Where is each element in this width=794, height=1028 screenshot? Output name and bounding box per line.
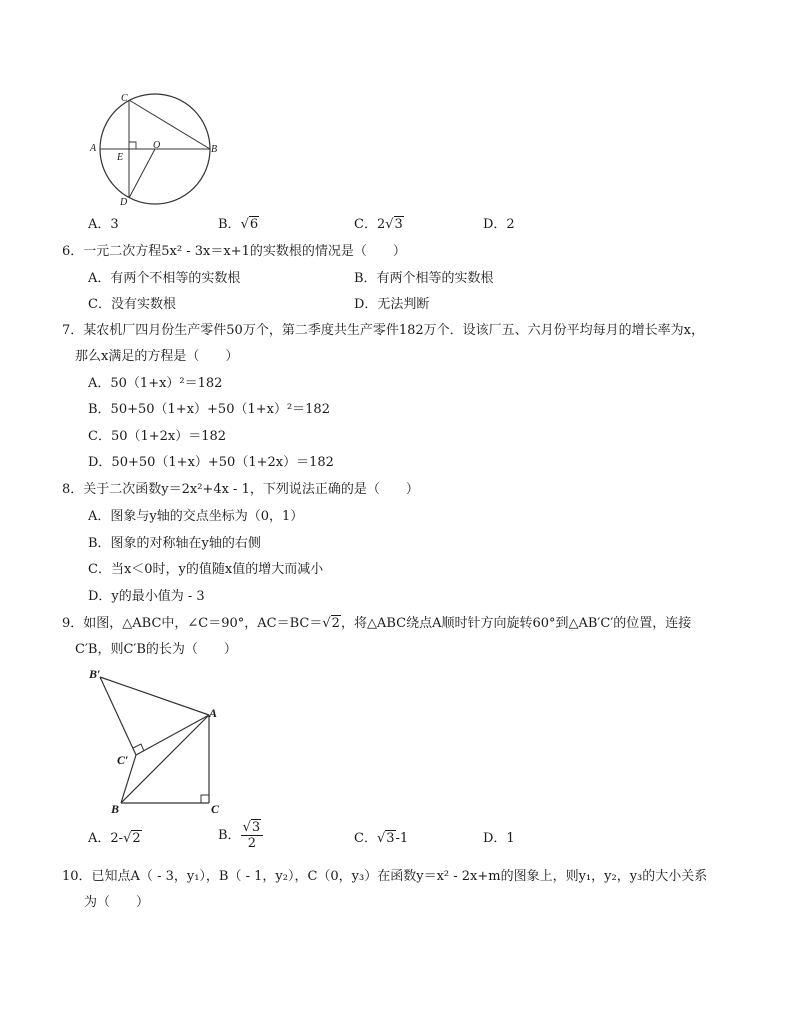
q9-option-b-prefix: B． [218, 828, 241, 843]
fig1-label-e: E [117, 152, 124, 163]
q6-stem: 6．一元二次方程5x² - 3x＝x+1的实数根的情况是（ ） [62, 244, 406, 259]
q7-option-c[interactable]: C．50（1+2x）＝182 [88, 429, 227, 444]
q9-stem-line1: 9．如图，△ABC中，∠C＝90°，AC＝BC＝√2，将△ABC绕点A顺时针方向旋转60°到△AB′C′的位置，连接 [62, 616, 692, 631]
q9-stem-line2: C′B，则C′B的长为（ ） [75, 642, 237, 657]
q7-option-b[interactable]: B．50+50（1+x）+50（1+x）²＝182 [88, 402, 330, 417]
q9-option-b-denominator: 2 [247, 836, 256, 851]
q7-stem-line2: 那么x满足的方程是（ ） [75, 349, 239, 364]
triangle-figure [90, 665, 230, 815]
q9-option-c-prefix: C． [354, 831, 377, 846]
q9-stem-part2: ，将△ABC绕点A顺时针方向旋转60°到△AB′C′的位置，连接 [340, 616, 692, 631]
q6-option-a[interactable]: A．有两个不相等的实数根 [88, 271, 241, 286]
q7-option-a[interactable]: A．50（1+x）²＝182 [88, 376, 223, 391]
q5-option-a[interactable]: A．3 [88, 217, 119, 232]
q7-option-d[interactable]: D．50+50（1+x）+50（1+2x）＝182 [88, 455, 334, 470]
fig1-label-a: A [90, 143, 97, 154]
q9-option-d[interactable]: D．1 [483, 831, 515, 846]
q9-option-a-prefix: A．2- [88, 831, 124, 846]
q10-stem-line1: 10．已知点A（ - 3，y₁），B（ - 1，y₂），C（0，y₃）在函数y＝x² - 2x+m的图象上，则y₁，y₂，y₃的大小关系 [62, 869, 708, 884]
q8-option-b[interactable]: B．图象的对称轴在y轴的右侧 [88, 536, 261, 551]
q5-option-d[interactable]: D．2 [483, 217, 515, 232]
q9-option-c-radicand: 3 [386, 831, 395, 846]
q6-option-b[interactable]: B．有两个相等的实数根 [354, 271, 494, 286]
q5-option-c-prefix: C．2 [354, 217, 386, 232]
q8-option-c[interactable]: C．当x＜0时，y的值随x值的增大而减小 [88, 562, 324, 577]
q5-option-b-radicand: 6 [249, 217, 259, 232]
q8-option-d[interactable]: D．y的最小值为 - 3 [88, 589, 205, 604]
q9-option-c[interactable]: C．√3-1 [354, 831, 409, 846]
q10-stem-line2: 为（ ） [84, 895, 150, 910]
q9-option-c-suffix: -1 [395, 831, 409, 846]
fig1-label-b: B [211, 144, 218, 155]
q9-option-b-fraction: $\frac{√3}{2}$ [241, 820, 264, 851]
fig1-label-c: C [121, 93, 128, 104]
q9-stem-radicand: 2 [331, 616, 340, 631]
q5-option-c[interactable]: C．2√3 [354, 217, 403, 232]
q9-option-b[interactable] [218, 820, 263, 851]
fig2-label-b-prime: B′ [89, 667, 101, 681]
q9-option-a[interactable]: A．2-√2 [88, 831, 141, 846]
fig2-label-a: A [209, 706, 218, 720]
fig2-label-b: B [111, 802, 120, 816]
fig1-label-o: O [153, 140, 161, 151]
q5-option-b-prefix: B． [218, 217, 241, 232]
q9-stem-part1: 9．如图，△ABC中，∠C＝90°，AC＝BC＝ [62, 616, 323, 631]
q8-stem: 8．关于二次函数y＝2x²+4x - 1，下列说法正确的是（ ） [62, 482, 419, 497]
q5-option-b[interactable]: B．√6 [218, 217, 259, 232]
fig2-label-c-prime: C′ [117, 753, 129, 767]
q7-stem-line1: 7．某农机厂四月份生产零件50万个，第二季度共生产零件182万个．设该厂五、六月份平均每月的增长率为x， [62, 323, 704, 338]
q5-option-c-radicand: 3 [394, 217, 403, 232]
fig2-label-c: C [211, 802, 220, 816]
fig1-label-d: D [120, 197, 128, 208]
q8-option-a[interactable]: A．图象与y轴的交点坐标为（0，1） [88, 509, 304, 524]
q6-option-d[interactable]: D．无法判断 [354, 297, 430, 312]
q6-option-c[interactable]: C．没有实数根 [88, 297, 176, 312]
q9-option-b-num-radicand: 3 [251, 820, 261, 835]
q9-option-a-radicand: 2 [132, 831, 141, 846]
